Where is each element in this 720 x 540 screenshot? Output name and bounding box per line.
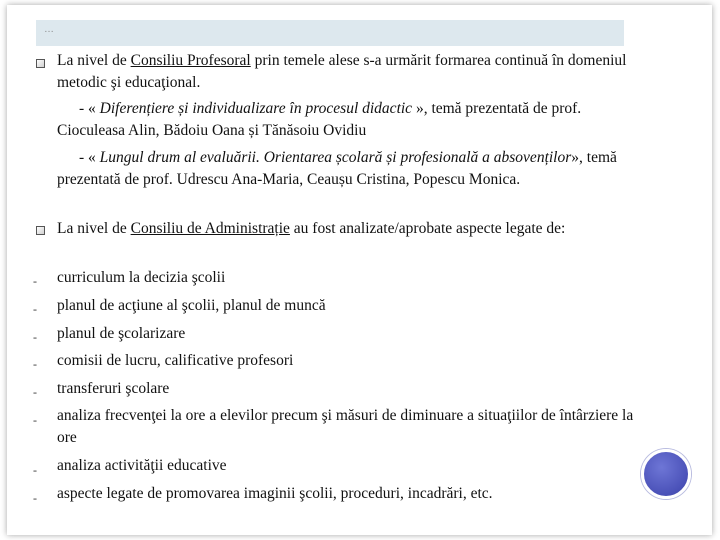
paragraph-tema-1 [57,98,642,142]
p3-text-pre: - « [79,149,100,166]
p3-title: Lungul drum al evaluării. Orientarea școlară și profesională a absovenților [99,149,572,166]
list-item: curriculum la decizia şcolii [57,269,226,286]
p2-title: Diferențiere și individualizare în procesul didactic [99,100,413,117]
paragraph-tema-2 [57,147,642,191]
dash-bullet-icon: - [33,274,37,288]
consiliu-administratie-link: Consiliu de Administrație [130,220,290,237]
p1-text-post: prin temele alese s-a urmărit formarea continuă în domeniul metodic şi educaţional. [57,52,627,91]
list-item: aspecte legate de promovarea imaginii şcolii, proceduri, incadrări, etc. [57,485,493,502]
consiliu-profesoral-link: Consiliu Profesoral [130,52,251,69]
square-bullet-icon [36,226,45,235]
dash-bullet-icon: - [33,330,37,344]
header-ellipsis: … [44,24,54,35]
p3-text-post: », temă prezentată de prof. Udrescu Ana-Maria, Ceaușu Cristina, Popescu Monica. [57,149,617,188]
dash-bullet-icon: - [33,385,37,399]
list-item: comisii de lucru, calificative profesori [57,352,294,369]
dash-bullet-icon: - [33,302,37,316]
p2-text-pre: - « [79,100,100,117]
list-item: analiza activităţii educative [57,457,227,474]
square-bullet-icon [36,59,45,68]
list-item: transferuri şcolare [57,380,170,397]
list-item: planul de acţiune al şcolii, planul de muncă [57,297,326,314]
dash-bullet-icon: - [33,463,37,477]
p4-text-pre: La nivel de [57,220,131,237]
decorative-circle-icon [641,449,691,499]
dash-bullet-icon: - [33,413,37,427]
dash-bullet-icon: - [33,491,37,505]
p4-text-post: au fost analizate/aprobate aspecte legate de: [289,220,566,237]
paragraph-consiliu-profesoral [57,50,642,94]
paragraph-consiliu-administratie [57,218,642,240]
p2-text-post: », temă prezentată de prof. Cioculeasa Alin, Bădoiu Oana și Tănăsoiu Ovidiu [57,100,582,139]
list-item: analiza frecvenţei la ore a elevilor precum şi măsuri de diminuare a situaţiilor de întârziere la ore [57,407,634,446]
dash-bullet-icon: - [33,357,37,371]
list-item: planul de şcolarizare [57,325,186,342]
p1-text-pre: La nivel de [57,52,131,69]
